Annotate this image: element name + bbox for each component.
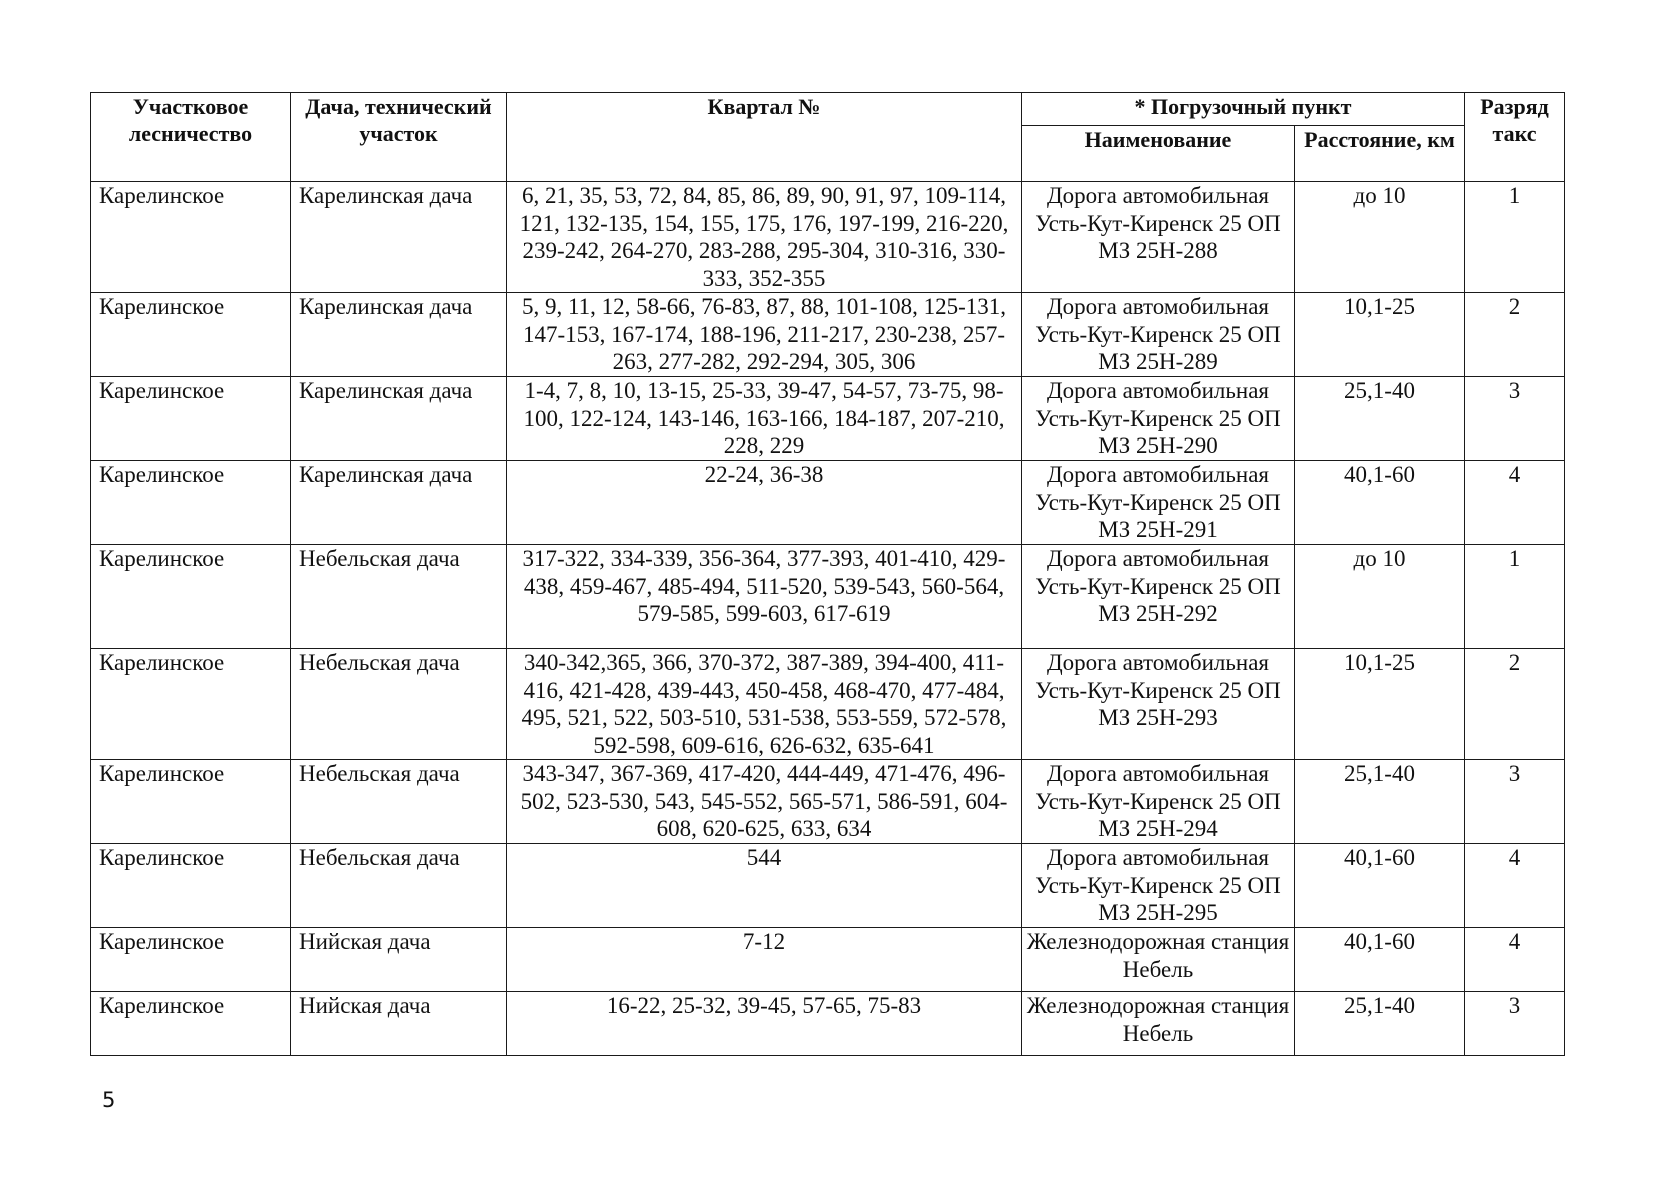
- header-distance: Расстояние, км: [1295, 126, 1465, 182]
- dacha-cell: Карелинская дача: [291, 377, 507, 461]
- loading-point-cell: Дорога автомобильная Усть-Кут-Киренск 25 ОП МЗ 25Н-293: [1022, 649, 1295, 760]
- table-row: [91, 377, 1565, 461]
- rank-cell: 4: [1465, 844, 1565, 928]
- dacha-cell: Небельская дача: [291, 649, 507, 760]
- forestry-cell: Карелинское: [91, 844, 291, 928]
- kvartal-cell: 544: [507, 844, 1022, 928]
- distance-cell: 40,1-60: [1295, 928, 1465, 992]
- dacha-cell: Карелинская дача: [291, 182, 507, 293]
- loading-point-cell: Дорога автомобильная Усть-Кут-Киренск 25 ОП МЗ 25Н-289: [1022, 293, 1295, 377]
- distance-cell: 10,1-25: [1295, 649, 1465, 760]
- distance-cell: до 10: [1295, 182, 1465, 293]
- distance-cell: 40,1-60: [1295, 461, 1465, 545]
- forestry-cell: Карелинское: [91, 545, 291, 649]
- header-point-name: Наименование: [1022, 126, 1295, 182]
- table-row: [91, 992, 1565, 1056]
- table-body: [91, 182, 1565, 1056]
- kvartal-cell: 7-12: [507, 928, 1022, 992]
- distance-cell: 40,1-60: [1295, 844, 1465, 928]
- table-row: [91, 545, 1565, 649]
- rank-cell: 1: [1465, 182, 1565, 293]
- kvartal-cell: 340-342,365, 366, 370-372, 387-389, 394-400, 411-416, 421-428, 439-443, 450-458, 468-470, 477-484, 495, 521, 522, 503-510, 531-538, 553-559, 572-578, 592-598, 609-616, 626-632, 635-641: [507, 649, 1022, 760]
- page-number: 5: [102, 1088, 116, 1112]
- rank-cell: 2: [1465, 293, 1565, 377]
- table-row: [91, 844, 1565, 928]
- loading-point-cell: Дорога автомобильная Усть-Кут-Киренск 25 ОП МЗ 25Н-292: [1022, 545, 1295, 649]
- rank-cell: 3: [1465, 992, 1565, 1056]
- dacha-cell: Небельская дача: [291, 760, 507, 844]
- dacha-cell: Небельская дача: [291, 545, 507, 649]
- distance-cell: до 10: [1295, 545, 1465, 649]
- kvartal-cell: 6, 21, 35, 53, 72, 84, 85, 86, 89, 90, 91, 97, 109-114, 121, 132-135, 154, 155, 175, 176, 197-199, 216-220, 239-242, 264-270, 283-288, 295-304, 310-316, 330-333, 352-355: [507, 182, 1022, 293]
- dacha-cell: Небельская дача: [291, 844, 507, 928]
- distance-cell: 25,1-40: [1295, 992, 1465, 1056]
- header-dacha: Дача, технический участок: [291, 93, 507, 182]
- loading-point-cell: Дорога автомобильная Усть-Кут-Киренск 25 ОП МЗ 25Н-288: [1022, 182, 1295, 293]
- loading-points-table: [90, 92, 1565, 1056]
- loading-point-cell: Дорога автомобильная Усть-Кут-Киренск 25 ОП МЗ 25Н-294: [1022, 760, 1295, 844]
- rank-cell: 3: [1465, 377, 1565, 461]
- forestry-cell: Карелинское: [91, 992, 291, 1056]
- dacha-cell: Карелинская дача: [291, 293, 507, 377]
- loading-point-cell: Железнодорожная станция Небель: [1022, 992, 1295, 1056]
- forestry-cell: Карелинское: [91, 760, 291, 844]
- rank-cell: 2: [1465, 649, 1565, 760]
- header-rank: Разряд такс: [1465, 93, 1565, 182]
- rank-cell: 4: [1465, 461, 1565, 545]
- kvartal-cell: 1-4, 7, 8, 10, 13-15, 25-33, 39-47, 54-57, 73-75, 98-100, 122-124, 143-146, 163-166, 184-187, 207-210, 228, 229: [507, 377, 1022, 461]
- loading-point-cell: Железнодорожная станция Небель: [1022, 928, 1295, 992]
- kvartal-cell: 22-24, 36-38: [507, 461, 1022, 545]
- kvartal-cell: 16-22, 25-32, 39-45, 57-65, 75-83: [507, 992, 1022, 1056]
- forestry-cell: Карелинское: [91, 182, 291, 293]
- table-row: [91, 293, 1565, 377]
- dacha-cell: Нийская дача: [291, 928, 507, 992]
- forestry-cell: Карелинское: [91, 293, 291, 377]
- loading-point-cell: Дорога автомобильная Усть-Кут-Киренск 25 ОП МЗ 25Н-295: [1022, 844, 1295, 928]
- table-row: [91, 461, 1565, 545]
- rank-cell: 4: [1465, 928, 1565, 992]
- rank-cell: 3: [1465, 760, 1565, 844]
- dacha-cell: Карелинская дача: [291, 461, 507, 545]
- table-row: [91, 182, 1565, 293]
- loading-point-cell: Дорога автомобильная Усть-Кут-Киренск 25 ОП МЗ 25Н-291: [1022, 461, 1295, 545]
- table-row: [91, 760, 1565, 844]
- header-forestry: Участковое лесничество: [91, 93, 291, 182]
- kvartal-cell: 343-347, 367-369, 417-420, 444-449, 471-476, 496-502, 523-530, 543, 545-552, 565-571, 586-591, 604-608, 620-625, 633, 634: [507, 760, 1022, 844]
- header-loading-point: * Погрузочный пункт: [1022, 93, 1465, 126]
- dacha-cell: Нийская дача: [291, 992, 507, 1056]
- kvartal-cell: 317-322, 334-339, 356-364, 377-393, 401-410, 429-438, 459-467, 485-494, 511-520, 539-543, 560-564, 579-585, 599-603, 617-619: [507, 545, 1022, 649]
- kvartal-cell: 5, 9, 11, 12, 58-66, 76-83, 87, 88, 101-108, 125-131, 147-153, 167-174, 188-196, 211-217, 230-238, 257-263, 277-282, 292-294, 305, 306: [507, 293, 1022, 377]
- forestry-cell: Карелинское: [91, 377, 291, 461]
- forestry-cell: Карелинское: [91, 461, 291, 545]
- distance-cell: 10,1-25: [1295, 293, 1465, 377]
- loading-point-cell: Дорога автомобильная Усть-Кут-Киренск 25 ОП МЗ 25Н-290: [1022, 377, 1295, 461]
- table-row: [91, 928, 1565, 992]
- forestry-cell: Карелинское: [91, 649, 291, 760]
- rank-cell: 1: [1465, 545, 1565, 649]
- distance-cell: 25,1-40: [1295, 377, 1465, 461]
- forestry-cell: Карелинское: [91, 928, 291, 992]
- header-kvartal: Квартал №: [507, 93, 1022, 182]
- table-row: [91, 649, 1565, 760]
- distance-cell: 25,1-40: [1295, 760, 1465, 844]
